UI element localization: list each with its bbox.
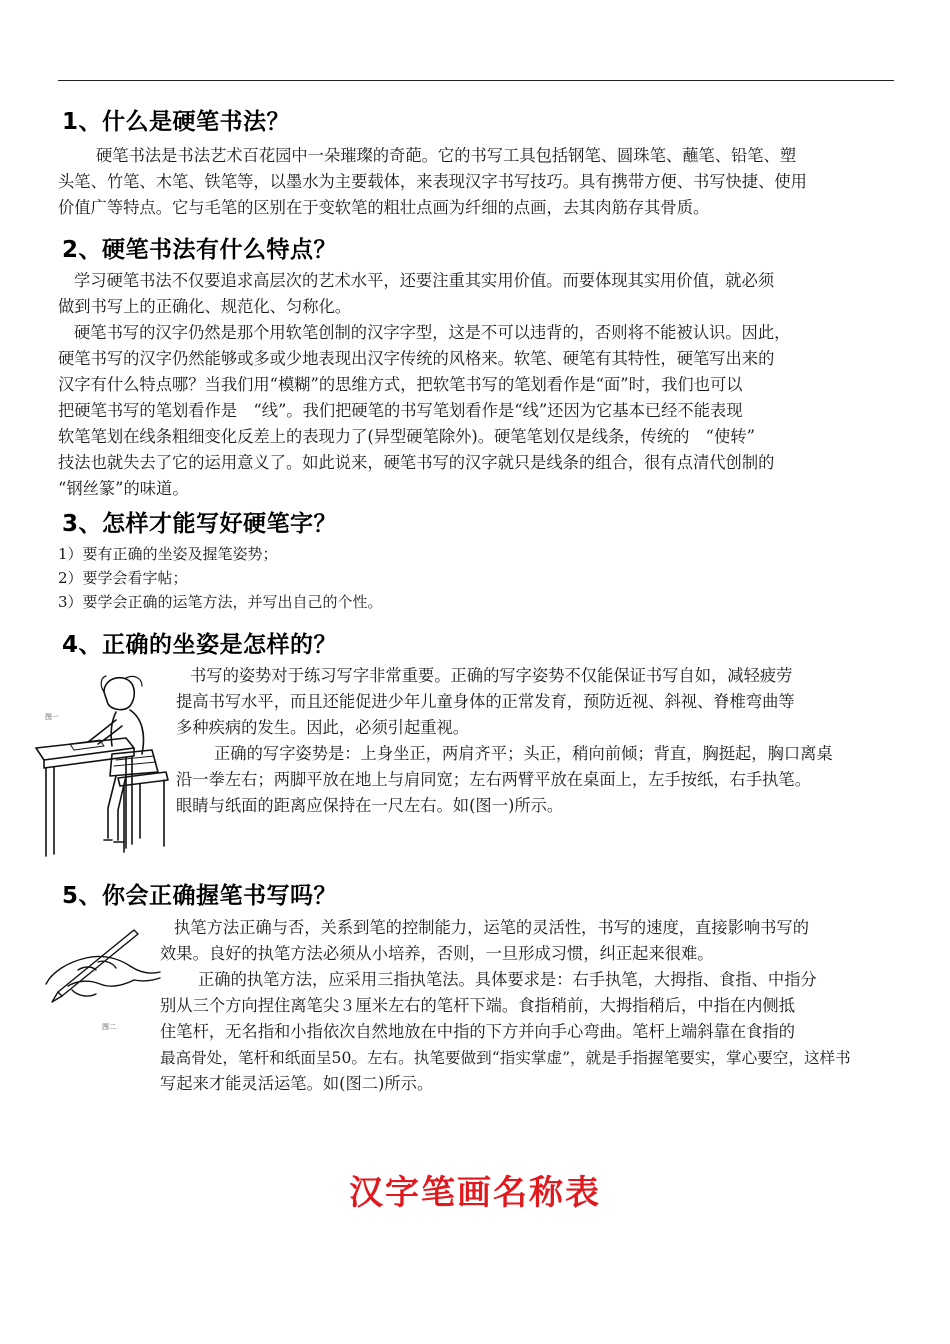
paragraph-line: 技法也就失去了它的运用意义了。如此说来，硬笔书写的汉字就只是线条的组合，很有点清代创制的 bbox=[58, 453, 775, 472]
paragraph-line: “钢丝篆”的味道。 bbox=[58, 479, 189, 498]
section-4-heading: 4、正确的坐姿是怎样的？ bbox=[62, 632, 338, 658]
section-2-paragraph bbox=[58, 268, 790, 502]
list-item: 2）要学会看字帖； bbox=[58, 569, 188, 587]
section-1-paragraph bbox=[58, 143, 807, 221]
section-1-heading: 1、什么是硬笔书法？ bbox=[62, 109, 291, 135]
paragraph-line: 正确的执笔方法，应采用三指执笔法。具体要求是：右手执笔，大拇指、食指、中指分 bbox=[198, 970, 817, 989]
section-4-paragraph bbox=[176, 663, 833, 819]
paragraph-line: 硬笔书写的汉字仍然是那个用软笔创制的汉字字型，这是不可以违背的，否则将不能被认识。因此， bbox=[74, 323, 791, 342]
paragraph-line: 把硬笔书写的笔划看作是 “线”。我们把硬笔的书写笔划看作是“线”还因为它基本已经不能表现 bbox=[58, 401, 743, 420]
paragraph-line: 硬笔书法是书法艺术百花园中一朵璀璨的奇葩。它的书写工具包括钢笔、圆珠笔、蘸笔、铅笔、塑 bbox=[96, 146, 797, 165]
paragraph-line: 学习硬笔书法不仅要追求高层次的艺术水平，还要注重其实用价值。而要体现其实用价值，就必须 bbox=[74, 271, 775, 290]
paragraph-line: 软笔笔划在线条粗细变化反差上的表现力了(异型硬笔除外)。硬笔笔划仅是线条，传统的 “使转” bbox=[58, 427, 755, 446]
paragraph-line: 执笔方法正确与否，关系到笔的控制能力，运笔的灵活性，书写的速度，直接影响书写的 bbox=[174, 918, 809, 937]
paragraph-line: 别从三个方向捏住离笔尖３厘米左右的笔杆下端。食指稍前，大拇指稍后，中指在内侧抵 bbox=[160, 996, 795, 1015]
list-item: 3）要学会正确的运笔方法，并写出自己的个性。 bbox=[58, 593, 383, 611]
paragraph-line: 提高书写水平，而且还能促进少年儿童身体的正常发育，预防近视、斜视、脊椎弯曲等 bbox=[176, 692, 795, 711]
section-2-heading: 2、硬笔书法有什么特点？ bbox=[62, 237, 338, 263]
paragraph-line: 正确的写字姿势是：上身坐正，两肩齐平；头正，稍向前倾；背直，胸挺起，胸口离桌 bbox=[214, 744, 833, 763]
paragraph-line: 住笔杆，无名指和小指依次自然地放在中指的下方并向手心弯曲。笔杆上端斜靠在食指的 bbox=[160, 1022, 795, 1041]
paragraph-line: 沿一拳左右；两脚平放在地上与肩同宽；左右两臂平放在桌面上，左手按纸，右手执笔。 bbox=[176, 770, 811, 789]
paragraph-line: 汉字有什么特点哪？当我们用“模糊”的思维方式，把软笔书写的笔划看作是“面”时，我们也可以 bbox=[58, 375, 743, 394]
paragraph-line: 多种疾病的发生。因此，必须引起重视。 bbox=[176, 718, 470, 737]
paragraph-line: 价值广等特点。它与毛笔的区别在于变软笔的粗壮点画为纤细的点画，去其肉筋存其骨质。 bbox=[58, 198, 710, 217]
pen-grip-illustration bbox=[38, 922, 164, 1006]
paragraph-line: 眼睛与纸面的距离应保持在一尺左右。如(图一)所示。 bbox=[176, 796, 564, 815]
section-3-list bbox=[58, 542, 383, 614]
paragraph-line: 效果。良好的执笔方法必须从小培养，否则，一旦形成习惯，纠正起来很难。 bbox=[160, 944, 714, 963]
top-rule bbox=[58, 80, 894, 81]
list-item: 1）要有正确的坐姿及握笔姿势； bbox=[58, 545, 278, 563]
section-3-heading: 3、怎样才能写好硬笔字？ bbox=[62, 511, 338, 537]
paragraph-line: 做到书写上的正确化、规范化、匀称化。 bbox=[58, 297, 352, 316]
figure-2-label: 图二 bbox=[102, 1023, 116, 1031]
paragraph-line: 写起来才能灵活运笔。如(图二)所示。 bbox=[160, 1074, 434, 1093]
section-5-paragraph bbox=[160, 915, 851, 1097]
figure-1-label: 图一 bbox=[45, 713, 59, 721]
section-5-heading: 5、你会正确握笔书写吗？ bbox=[62, 883, 338, 909]
stroke-names-table-title: 汉字笔画名称表 bbox=[349, 1173, 601, 1213]
sitting-posture-illustration bbox=[30, 668, 172, 860]
paragraph-line: 硬笔书写的汉字仍然能够或多或少地表现出汉字传统的风格来。软笔、硬笔有其特性，硬笔写出来的 bbox=[58, 349, 775, 368]
paragraph-line: 书写的姿势对于练习写字非常重要。正确的写字姿势不仅能保证书写自如，减轻疲劳 bbox=[190, 666, 793, 685]
paragraph-line: 头笔、竹笔、木笔、铁笔等，以墨水为主要载体，来表现汉字书写技巧。具有携带方便、书写快捷、使用 bbox=[58, 172, 807, 191]
paragraph-line: 最高骨处，笔杆和纸面呈50。左右。执笔要做到“指实掌虚”，就是手指握笔要实，掌心要空，这样书 bbox=[160, 1049, 851, 1067]
